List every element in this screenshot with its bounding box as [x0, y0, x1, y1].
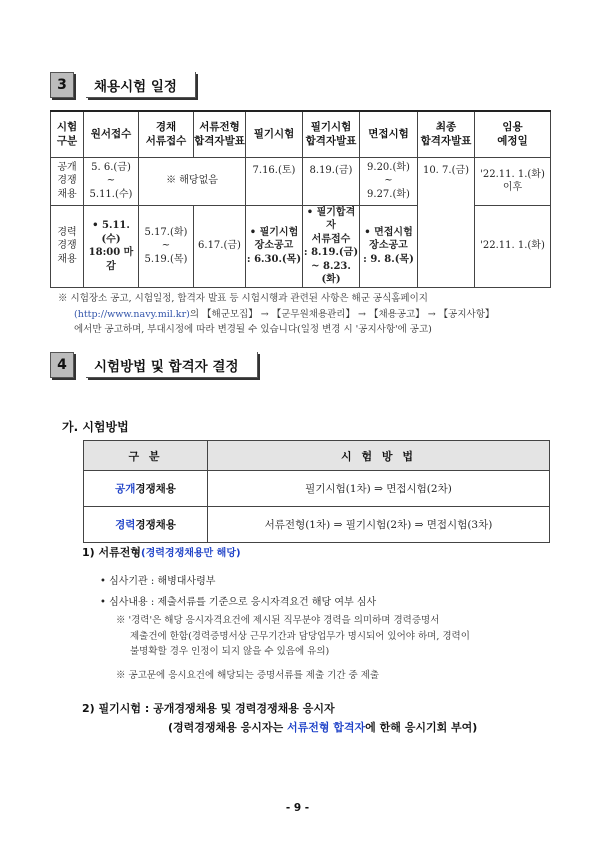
page-number: - 9 -: [285, 802, 310, 814]
schedule-note: [58, 291, 558, 338]
header-application: 원서접수: [84, 111, 139, 157]
method-label-career: 경력경쟁채용: [84, 507, 208, 543]
subsection-heading: 가. 시험방법: [62, 420, 129, 434]
cell-not-applicable: ※ 해당없음: [139, 157, 246, 205]
header-type: 구 분: [84, 441, 208, 471]
cell-doc-submit-period: 5.17.(화) ~ 5.19.(목): [139, 205, 194, 287]
section-number: 3: [50, 72, 74, 98]
header-doc-result: 서류전형 합격자발표: [194, 111, 246, 157]
exam-method-table: [83, 440, 550, 543]
doc-review-note-2: ※ 공고문에 응시요건에 해당되는 증명서류를 제출 기간 중 제출: [116, 670, 380, 681]
section-title: 채용시험 일정: [86, 72, 196, 98]
header-final-result: 최종 합격자발표: [418, 111, 475, 157]
table-header-row: [84, 441, 550, 471]
cell-interview-notice: • 면접시험 장소공고 : 9. 8.(목): [360, 205, 418, 287]
cell-written-notice: • 필기시험 장소공고 : 6.30.(목): [246, 205, 303, 287]
doc-review-note: ※ '경력'은 해당 응시자격요건에 제시된 직무분야 경력을 의미하며 경력증명서 제출건에 한함(경력증명서상 근무기간과 담당업무가 명시되어 있어야 하며, 경력이 불명확할 경우 인정이 되지 않을 수 있음에 유의): [116, 615, 470, 658]
cell-appoint-career: '22.11. 1.(화): [475, 205, 551, 287]
table-header-row: [51, 111, 551, 157]
doc-review-heading: 1) 서류전형(경력경쟁채용만 해당): [82, 546, 241, 559]
row-type-open: 공개 경쟁 채용: [51, 157, 84, 205]
note-line: (http://www.navy.mil.kr)의 【해군모집】 → 【군무원채용관리】 → 【채용공고】 → 【공지사항】: [74, 308, 495, 320]
section-title: 시험방법 및 합격자 결정: [86, 352, 258, 378]
cell-apply-deadline: • 5.11.(수) 18:00 마감: [84, 205, 139, 287]
schedule-table: [50, 110, 551, 288]
header-method: 시 험 방 법: [208, 441, 550, 471]
table-row: [84, 471, 550, 507]
row-type-career: 경력 경쟁 채용: [51, 205, 84, 287]
written-exam-subheading: (경력경쟁채용 응시자는 서류전형 합격자에 한해 응시기회 부여): [168, 721, 478, 734]
cell-doc-result-date: 6.17.(금): [194, 205, 246, 287]
table-row: [51, 205, 551, 287]
section-4-header: [50, 352, 258, 378]
list-item: • 심사내용 : 제출서류를 기준으로 응시자격요건 해당 여부 심사: [100, 597, 377, 608]
method-value-career: 서류전형(1차) ⇒ 필기시험(2차) ⇒ 면접시험(3차): [208, 507, 550, 543]
header-interview: 면접시험: [360, 111, 418, 157]
method-value-open: 필기시험(1차) ⇒ 면접시험(2차): [208, 471, 550, 507]
header-written-result: 필기시험 합격자발표: [303, 111, 360, 157]
cell-apply-period: 5. 6.(금) ~ 5.11.(수): [84, 157, 139, 205]
cell-written-result-date: 8.19.(금): [303, 157, 360, 205]
header-appointment: 임용 예정일: [475, 111, 551, 157]
written-exam-heading: 2) 필기시험 : 공개경쟁채용 및 경력경쟁채용 응시자: [82, 702, 335, 715]
header-doc-submission: 경채 서류접수: [139, 111, 194, 157]
header-written-exam: 필기시험: [246, 111, 303, 157]
cell-interview-period: 9.20.(화) ~ 9.27.(화): [360, 157, 418, 205]
cell-appoint-open: '22.11. 1.(화) 이후: [475, 157, 551, 205]
note-line: ※ 시험장소 공고, 시험일정, 합격자 발표 등 시험시행과 관련된 사항은 해군 공식홈페이지: [58, 293, 428, 304]
list-item: • 심사기관 : 해병대사령부: [100, 576, 216, 587]
method-label-open: 공개경쟁채용: [84, 471, 208, 507]
cell-written-date: 7.16.(토): [246, 157, 303, 205]
cell-written-result-notice: • 필기합격자 서류접수 : 8.19.(금) ~ 8.23.(화): [303, 206, 359, 285]
header-exam-type: 시험 구분: [51, 111, 84, 157]
cell-final-result-date: 10. 7.(금): [418, 157, 475, 287]
note-line: 에서만 공고하며, 부대시정에 따라 변경될 수 있습니다(일정 변경 시 '공지사항'에 공고): [74, 324, 432, 336]
table-row: [51, 157, 551, 205]
table-row: [84, 507, 550, 543]
section-number: 4: [50, 352, 74, 378]
section-3-header: [50, 72, 196, 98]
homepage-link[interactable]: (http://www.navy.mil.kr): [74, 308, 190, 320]
